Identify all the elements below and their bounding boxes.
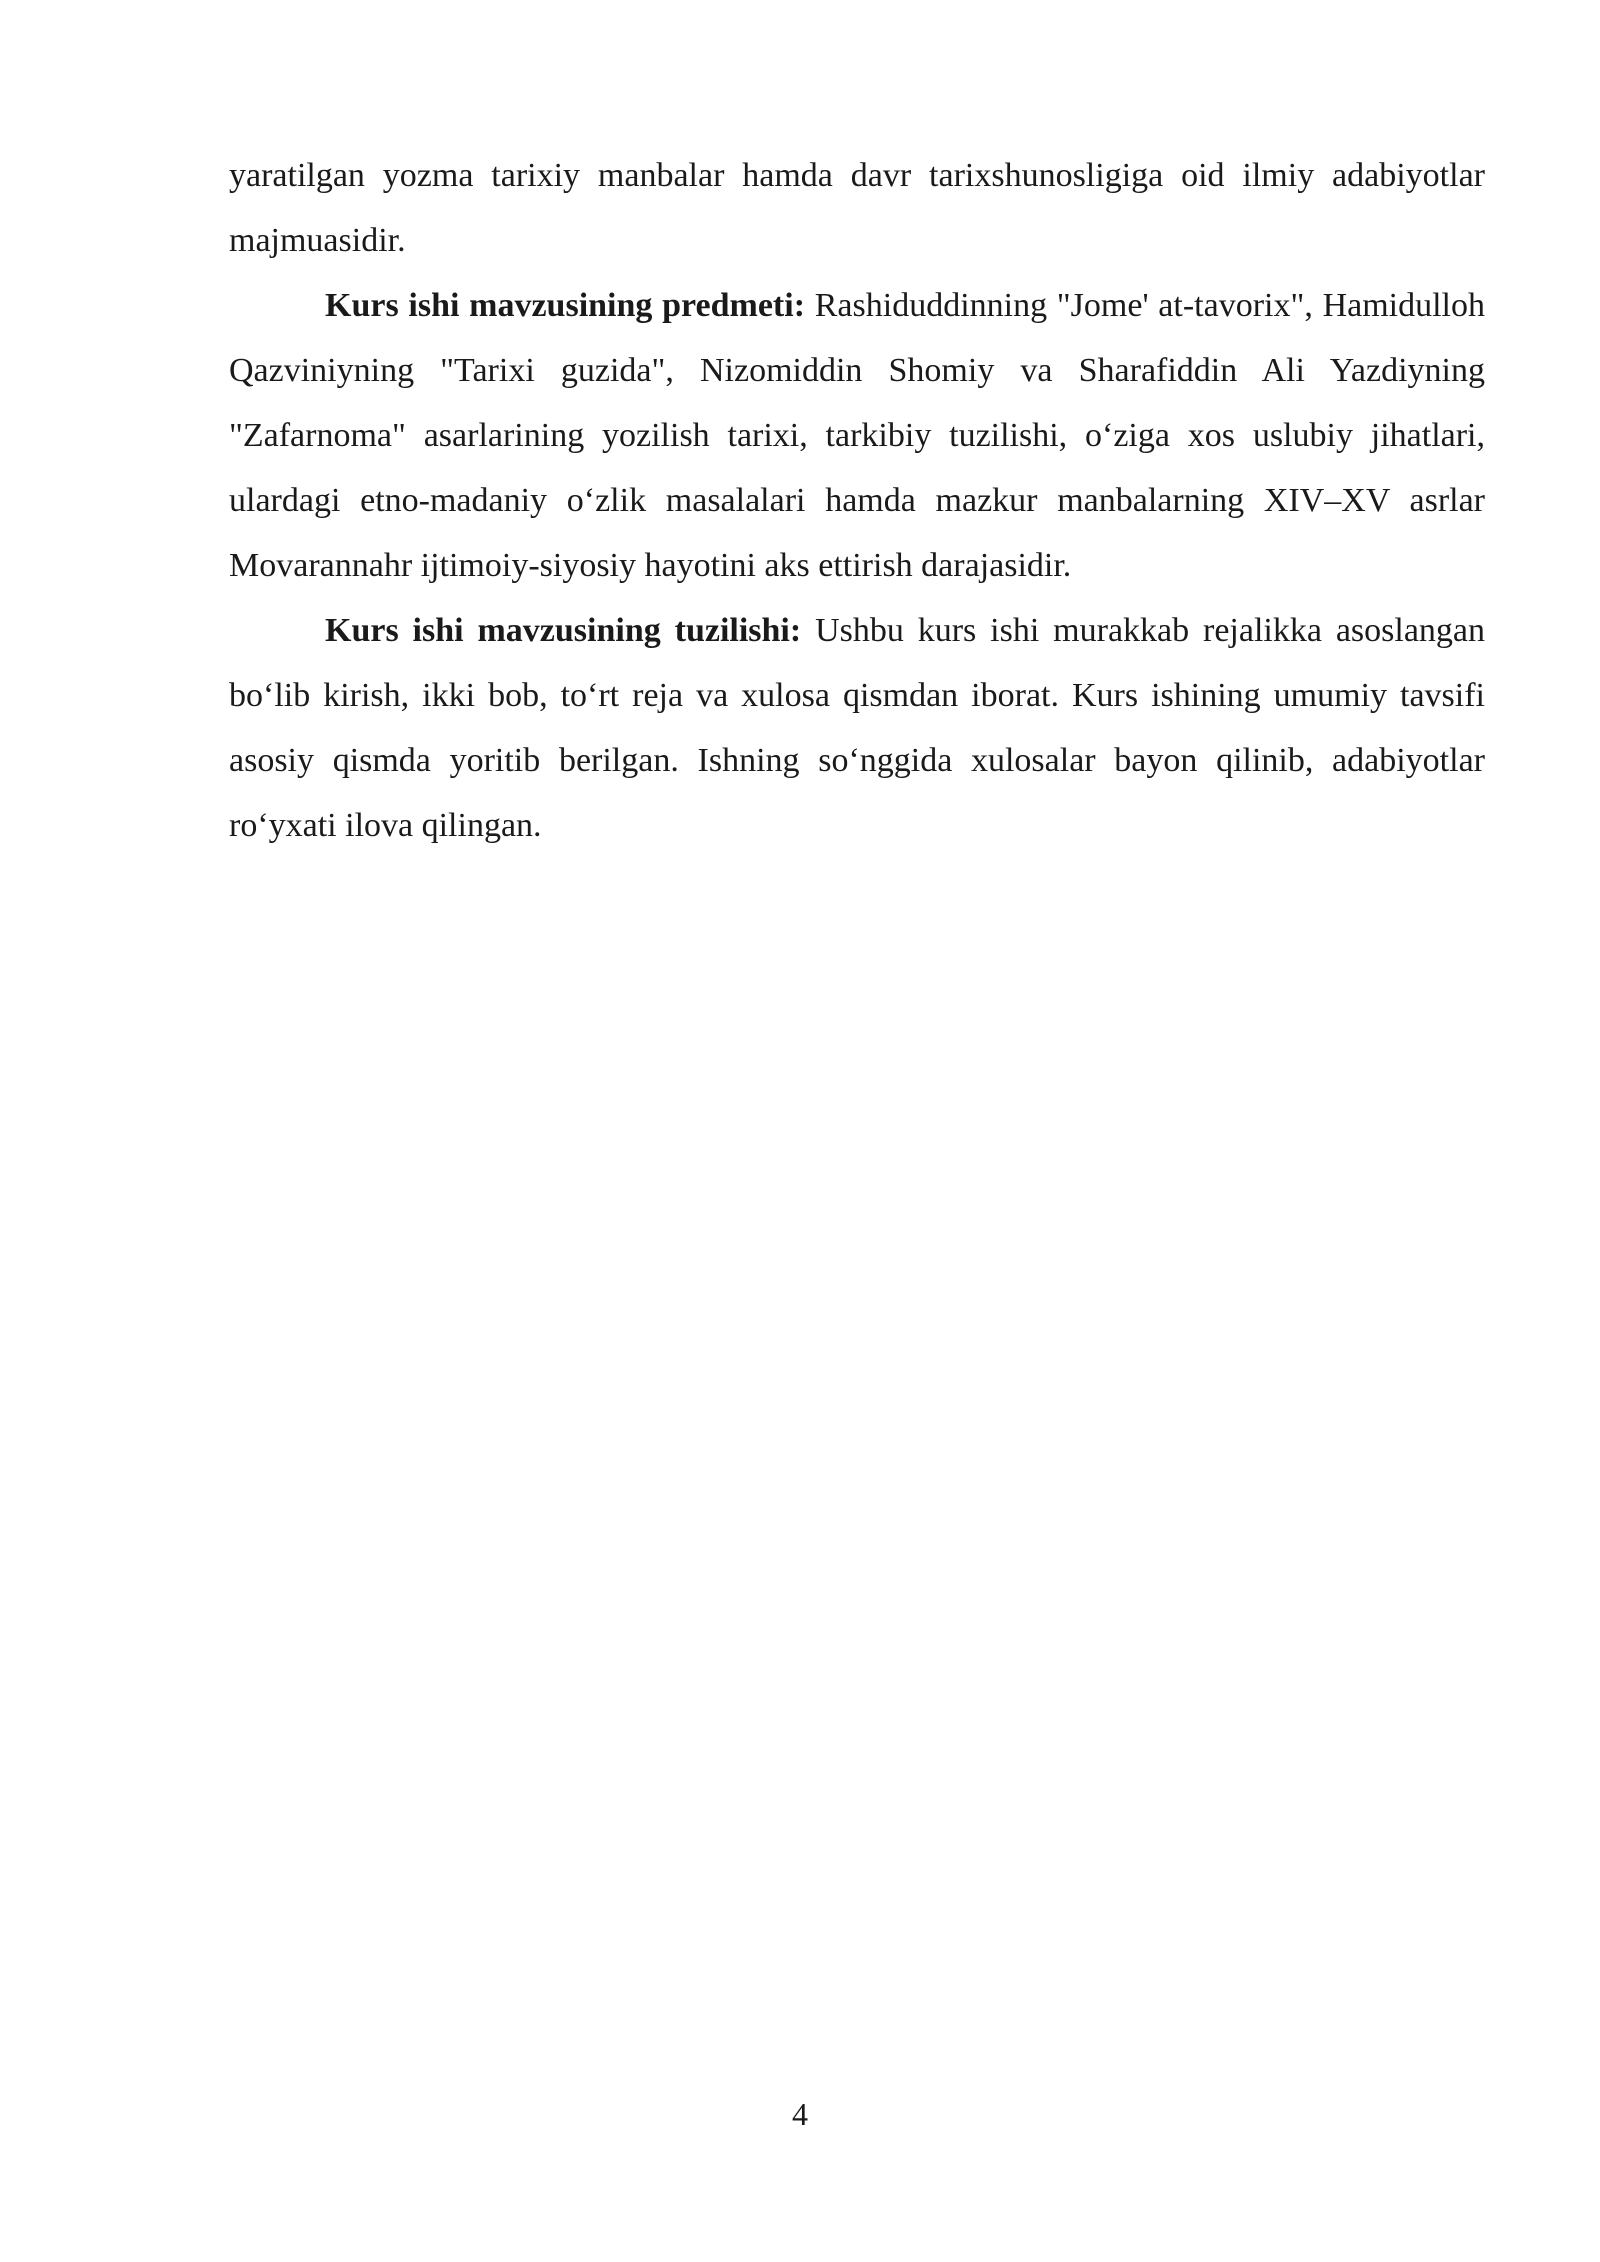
page-number: 4 (792, 2096, 808, 2132)
paragraph-text: Ushbu kurs ishi murakkab rejalikka asoslangan bo‘lib kirish, ikki bob, to‘rt reja va xulosa qismdan iborat. Kurs ishining umumiy tavsifi asosiy qismda yoritib berilgan. Ishning so‘nggida xulosalar bayon qilinib, adabiyotlar ro‘yxati ilova qilingan. (229, 612, 1485, 844)
body-text (229, 143, 1485, 858)
paragraph-structure (229, 598, 1485, 858)
paragraph-heading: Kurs ishi mavzusining tuzilishi: (325, 612, 802, 649)
paragraph-heading: Kurs ishi mavzusining predmeti: (325, 287, 806, 324)
paragraph-text: yaratilgan yozma tarixiy manbalar hamda davr tarixshunosligiga oid ilmiy adabiyotlar majmuasidir. (229, 157, 1485, 259)
paragraph-subject (229, 273, 1485, 598)
paragraph-text: Rashiduddinning "Jome' at-tavorix", Hamidulloh Qazviniyning "Tarixi guzida", Nizomiddin Shomiy va Sharafiddin Ali Yazdiyning "Zafarnoma" asarlarining yozilish tarixi, tarkibiy tuzilishi, o‘ziga xos uslubiy jihatlari, ulardagi etno-madaniy o‘zlik masalalari hamda mazkur manbalarning XIV–XV asrlar Movarannahr ijtimoiy-siyosiy hayotini aks ettirish darajasidir. (229, 287, 1485, 584)
paragraph-continuation (229, 143, 1485, 273)
